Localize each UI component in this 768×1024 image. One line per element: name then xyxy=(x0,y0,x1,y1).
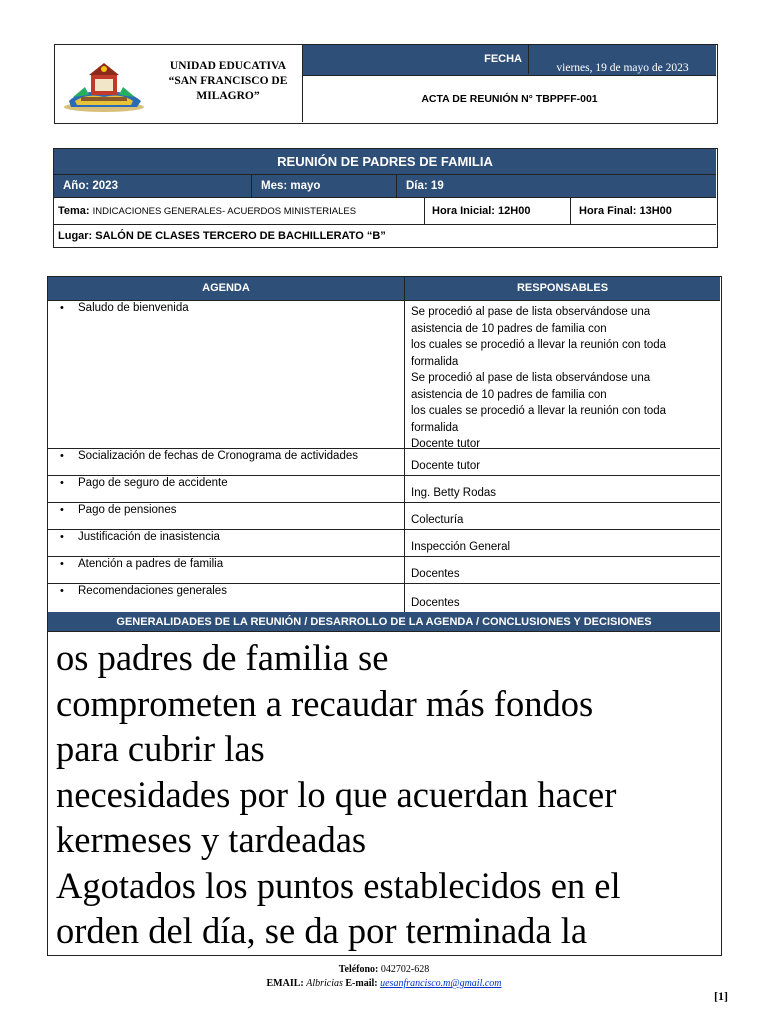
agenda-responsable xyxy=(405,301,720,448)
agenda-item: • Pago de pensiones xyxy=(48,503,405,529)
school-name xyxy=(155,59,301,104)
agenda-row xyxy=(48,557,720,584)
email-line xyxy=(0,977,768,991)
agenda-item: • Saludo de bienvenida xyxy=(48,301,405,448)
topic-value: INDICACIONES GENERALES- ACUERDOS MINISTERIALES xyxy=(92,206,357,217)
page-number: [1] xyxy=(714,989,728,1003)
generalidades-line: os padres de familia se xyxy=(56,637,389,678)
responsable-line: asistencia de 10 padres de familia con xyxy=(411,322,607,335)
phone-line xyxy=(0,963,768,977)
responsable-line: formalida xyxy=(411,355,459,368)
agenda-item: • Atención a padres de familia xyxy=(48,557,405,583)
generalidades-line: comprometen a recaudar más fondos xyxy=(56,682,594,724)
document-header xyxy=(54,44,718,124)
fecha-label: FECHA xyxy=(303,45,529,74)
generalidades-body xyxy=(48,632,720,954)
email2-label: E-mail: xyxy=(345,978,378,989)
topic-label: Tema: xyxy=(58,205,90,217)
agenda-row xyxy=(48,449,720,476)
school-name-line: UNIDAD EDUCATIVA xyxy=(169,60,287,72)
responsables-column-header: RESPONSABLES xyxy=(405,277,720,301)
responsable-line: Se procedió al pase de lista observándose una xyxy=(411,372,651,384)
meeting-title: REUNIÓN DE PADRES DE FAMILIA xyxy=(54,149,716,175)
agenda-row xyxy=(48,503,720,530)
responsable-line: los cuales se procedió a llevar la reunión con toda xyxy=(411,405,667,417)
agenda-item: • Recomendaciones generales xyxy=(48,584,405,612)
meeting-day: Día: 19 xyxy=(397,175,716,198)
school-block xyxy=(55,45,303,122)
responsable-line: Docente tutor xyxy=(411,438,481,450)
agenda-table xyxy=(47,276,722,956)
agenda-row xyxy=(48,476,720,503)
agenda-responsable: Docentes xyxy=(411,567,460,580)
agenda-row xyxy=(48,301,720,449)
agenda-column-header: AGENDA xyxy=(48,277,405,301)
acta-number: ACTA DE REUNIÓN N° TBPPFF-001 xyxy=(421,93,598,105)
generalidades-header: GENERALIDADES DE LA REUNIÓN / DESARROLLO DE LA AGENDA / CONCLUSIONES Y DECISIONES xyxy=(48,612,720,632)
end-time: Hora Final: 13H00 xyxy=(571,198,716,225)
responsable-line: asistencia de 10 padres de familia con xyxy=(411,388,607,401)
responsable-line: formalida xyxy=(411,421,459,434)
agenda-responsable: Docentes xyxy=(411,596,460,609)
generalidades-line: necesidades por lo que acuerdan hacer xyxy=(56,773,617,815)
phone-value: 042702-628 xyxy=(380,964,430,975)
agenda-responsable: Inspección General xyxy=(411,540,511,553)
agenda-responsable: Ing. Betty Rodas xyxy=(411,486,497,499)
date-row xyxy=(303,45,716,76)
phone-label: Teléfono: xyxy=(338,964,379,975)
agenda-responsable: Docente tutor xyxy=(411,459,481,472)
responsable-line: los cuales se procedió a llevar la reunión con toda xyxy=(411,339,667,351)
agenda-item: • Socialización de fechas de Cronograma de actividades xyxy=(48,449,405,475)
meeting-year: Año: 2023 xyxy=(54,175,252,198)
meeting-place: Lugar: SALÓN DE CLASES TERCERO DE BACHILLERATO “B” xyxy=(58,230,386,242)
generalidades-line: kermeses y tardeadas xyxy=(56,819,367,860)
email-label: EMAIL: xyxy=(266,978,304,989)
agenda-item: • Pago de seguro de accidente xyxy=(48,476,405,502)
email-name: Albricias xyxy=(306,978,343,989)
fecha-value: viernes, 19 de mayo de 2023 xyxy=(556,62,689,74)
agenda-row xyxy=(48,584,720,612)
generalidades-line: orden del día, se da por terminada la xyxy=(56,910,588,951)
document-footer xyxy=(0,963,768,991)
agenda-row xyxy=(48,530,720,557)
generalidades-line: Agotados los puntos establecidos en el xyxy=(56,864,621,906)
school-name-line: “SAN FRANCISCO DE xyxy=(168,75,288,87)
agenda-responsable: Colecturía xyxy=(411,513,464,526)
email-link[interactable]: uesanfrancisco.m@gmail.com xyxy=(380,978,502,989)
responsable-line: Se procedió al pase de lista observándose una xyxy=(411,306,651,318)
school-logo-icon xyxy=(61,57,147,113)
start-time: Hora Inicial: 12H00 xyxy=(425,198,571,225)
meeting-month: Mes: mayo xyxy=(252,175,397,198)
meeting-topic xyxy=(54,198,425,225)
meeting-info-table xyxy=(53,148,718,248)
agenda-item: • Justificación de inasistencia xyxy=(48,530,405,556)
school-name-line: MILAGRO” xyxy=(196,90,260,102)
generalidades-line: para cubrir las xyxy=(56,728,265,769)
